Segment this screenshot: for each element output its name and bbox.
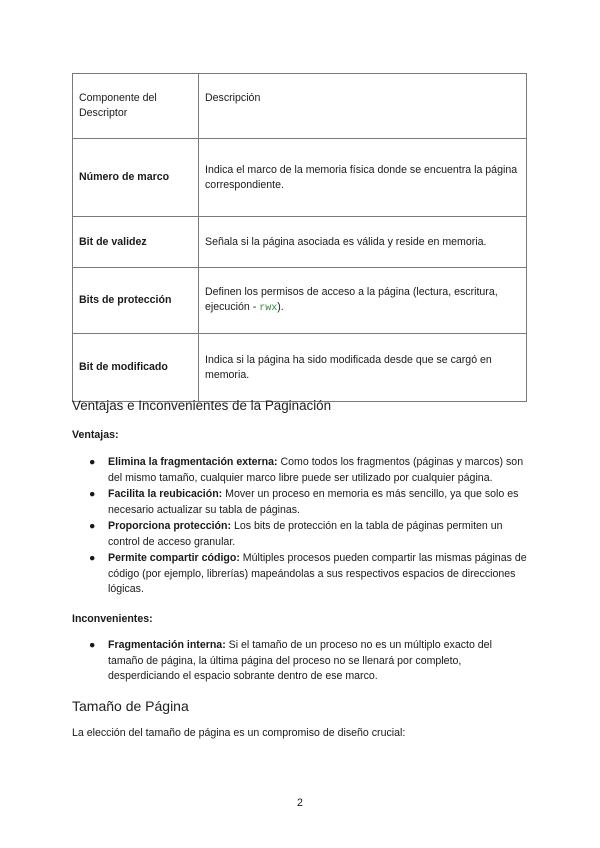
bullet-icon: ● bbox=[89, 552, 96, 564]
row-name: Bit de validez bbox=[79, 235, 147, 248]
bullet-icon: ● bbox=[89, 456, 96, 468]
section-title-tamano: Tamaño de Página bbox=[72, 698, 189, 714]
item-bold: Permite compartir código: bbox=[108, 552, 240, 564]
table-row bbox=[73, 217, 527, 268]
table-header-description: Descripción bbox=[199, 74, 527, 139]
item-text: Mover un proceso en memoria es más sencillo, ya que solo es necesario actualizar su tabla de páginas. bbox=[108, 488, 519, 516]
row-description: Indica el marco de la memoria física donde se encuentra la página correspondiente. bbox=[199, 139, 527, 217]
bullet-icon: ● bbox=[89, 520, 96, 532]
row-name: Número de marco bbox=[79, 171, 170, 183]
bullet-icon: ● bbox=[89, 488, 96, 500]
list-item bbox=[89, 519, 528, 550]
row-description: Indica si la página ha sido modificada desde que se cargó en memoria. bbox=[199, 334, 527, 402]
row-name: Bit de modificado bbox=[79, 361, 168, 373]
table-row bbox=[73, 268, 527, 334]
item-bold: Proporciona protección: bbox=[108, 520, 232, 532]
list-item bbox=[89, 638, 528, 685]
list-item bbox=[89, 551, 528, 598]
item-bold: Facilita la reubicación: bbox=[108, 488, 223, 500]
item-text: Los bits de protección en la tabla de páginas permiten un control de acceso granular. bbox=[108, 520, 503, 548]
descriptor-table bbox=[72, 73, 527, 402]
row-name: Bits de protección bbox=[79, 294, 172, 306]
bullet-icon: ● bbox=[89, 639, 96, 651]
section-title-ventajas: Ventajas e Inconvenientes de la Paginación bbox=[72, 398, 332, 413]
row-description bbox=[199, 268, 527, 334]
page-number: 2 bbox=[297, 797, 303, 809]
table-header-component: Componente del Descriptor bbox=[73, 74, 199, 139]
inconvenientes-label: Inconvenientes: bbox=[72, 613, 153, 625]
item-bold: Elimina la fragmentación externa: bbox=[108, 456, 278, 468]
row-description: Señala si la página asociada es válida y reside en memoria. bbox=[199, 217, 527, 268]
list-item bbox=[89, 487, 528, 518]
item-text: Múltiples procesos pueden compartir las mismas páginas de código (por ejemplo, librerías) mapeándolas a sus respectivos espacios de direcciones lógicas. bbox=[108, 552, 527, 595]
ventajas-list bbox=[89, 455, 528, 599]
table-row bbox=[73, 334, 527, 402]
item-text: Si el tamaño de un proceso no es un múltiplo exacto del tamaño de página, la última página del proceso no se llenará por completo, desperdiciando el espacio sobrante dentro de ese marco. bbox=[108, 639, 492, 682]
item-bold: Fragmentación interna: bbox=[108, 639, 226, 651]
paragraph-tamano: La elección del tamaño de página es un compromiso de diseño crucial: bbox=[72, 727, 406, 739]
row-description-after: ). bbox=[277, 301, 284, 313]
code-rwx: rwx bbox=[259, 303, 278, 314]
row-description-before: Definen los permisos de acceso a la página (lectura, escritura, ejecución - bbox=[205, 286, 498, 313]
inconvenientes-list bbox=[89, 638, 528, 686]
list-item bbox=[89, 455, 528, 486]
item-text: Como todos los fragmentos (páginas y marcos) son del mismo tamaño, cualquier marco libre puede ser utilizado por cualquier página. bbox=[108, 456, 524, 484]
table-row bbox=[73, 139, 527, 217]
table-header-row bbox=[73, 74, 527, 139]
ventajas-label: Ventajas: bbox=[72, 429, 119, 441]
